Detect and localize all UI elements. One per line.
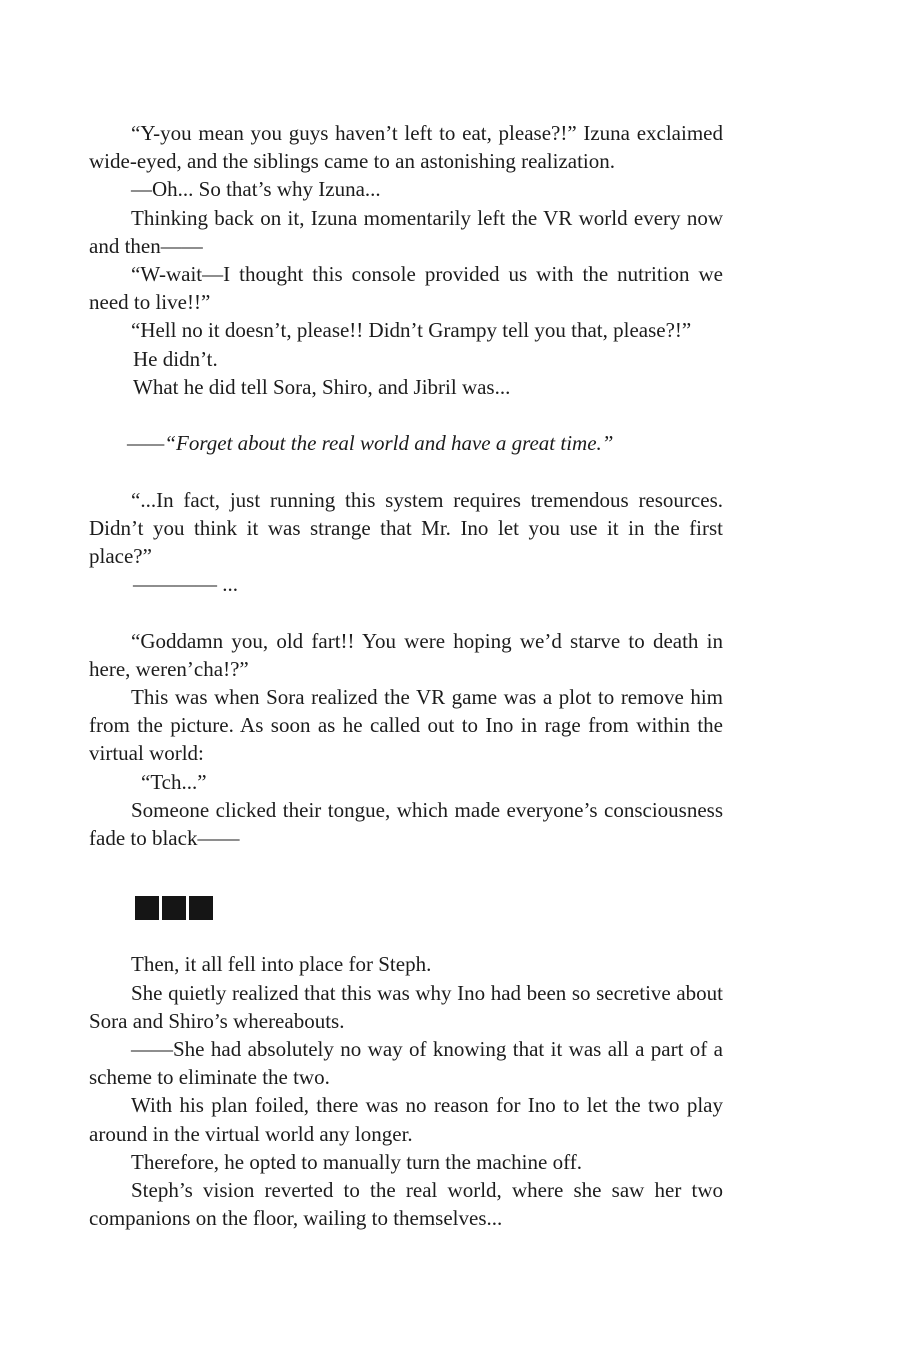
- paragraph: “Y-you mean you guys haven’t left to eat, please?!” Izuna exclaimed wide-eyed, and the siblings came to an astonishing realization.: [89, 121, 723, 174]
- blank-line: [89, 401, 723, 429]
- paragraph: Therefore, he opted to manually turn the machine off.: [131, 1149, 582, 1174]
- paragraph: “Goddamn you, old fart!! You were hoping we’d starve to death in here, weren’cha!?”: [89, 628, 723, 681]
- blank-line: [89, 457, 723, 485]
- paragraph: She quietly realized that this was why Ino had been so secretive about Sora and Shiro’s whereabouts.: [89, 980, 723, 1033]
- blank-line: [89, 852, 723, 880]
- paragraph: What he did tell Sora, Shiro, and Jibril was...: [133, 374, 511, 399]
- paragraph: “...In fact, just running this system requires tremendous resources. Didn’t you think it was strange that Mr. Ino let you use it in the first place?”: [89, 487, 723, 569]
- paragraph: Steph’s vision reverted to the real world, where she saw her two companions on the floor, wailing to themselves...: [89, 1178, 723, 1231]
- paragraph: Then, it all fell into place for Steph.: [131, 952, 432, 977]
- blank-line: [89, 598, 723, 626]
- scene-break-block-icon: [162, 896, 186, 920]
- paragraph: With his plan foiled, there was no reason for Ino to let the two play around in the virtual world any longer.: [89, 1093, 723, 1146]
- paragraph: ——She had absolutely no way of knowing that it was all a part of a scheme to eliminate the two.: [89, 1037, 723, 1090]
- paragraph: This was when Sora realized the VR game was a plot to remove him from the picture. As soon as he called out to Ino in rage from within the virtual world:: [89, 685, 723, 766]
- dash-line: ———— ...: [133, 572, 238, 597]
- scene-break-block-icon: [135, 896, 159, 920]
- paragraph: He didn’t.: [133, 346, 218, 371]
- italic-quote: ——“Forget about the real world and have a great time.”: [127, 431, 614, 456]
- paragraph: Thinking back on it, Izuna momentarily left the VR world every now and then——: [89, 205, 723, 258]
- blank-line: [89, 936, 723, 950]
- paragraph: “W-wait—I thought this console provided us with the nutrition we need to live!!”: [89, 262, 723, 315]
- paragraph: “Hell no it doesn’t, please!! Didn’t Grampy tell you that, please?!”: [131, 318, 692, 343]
- scene-break-block-icon: [189, 896, 213, 920]
- book-page: [89, 119, 723, 1232]
- paragraph: —Oh... So that’s why Izuna...: [131, 177, 381, 202]
- paragraph: Someone clicked their tongue, which made everyone’s consciousness fade to black——: [89, 797, 723, 851]
- scene-break: [89, 880, 723, 936]
- paragraph: “Tch...”: [141, 769, 207, 794]
